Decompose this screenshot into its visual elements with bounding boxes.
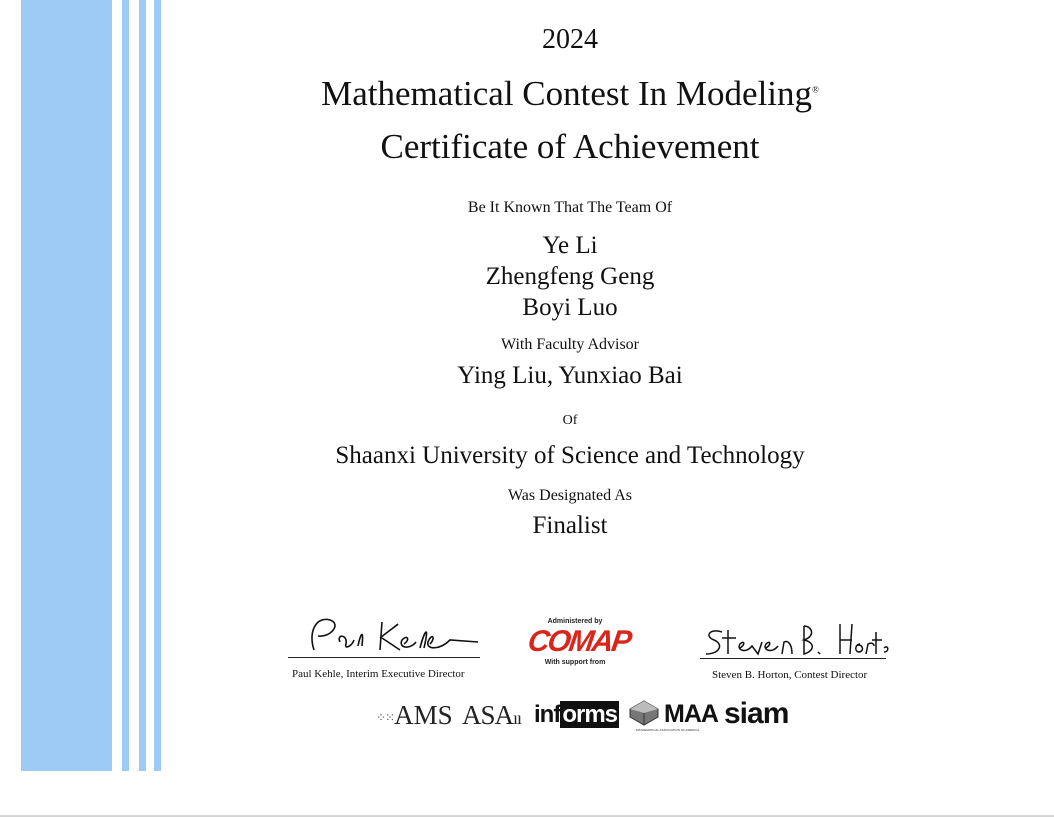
designation: Finalist — [532, 512, 608, 539]
registered-mark: ® — [812, 84, 819, 95]
team-member: Zhengfeng Geng — [485, 263, 655, 290]
contest-name — [60, 74, 1054, 114]
certificate-title: Certificate of Achievement — [380, 127, 760, 166]
contest-name-text: Mathematical Contest In Modeling — [321, 74, 813, 113]
steven-horton-signature — [700, 618, 890, 662]
team-intro: Be It Known That The Team Of — [467, 199, 673, 216]
maa-icon — [628, 700, 660, 726]
team-member: Ye Li — [542, 232, 598, 259]
asa-logo-text: ASA — [462, 700, 514, 730]
faculty-advisors: Ying Liu, Yunxiao Bai — [457, 362, 683, 389]
informs-prefix: inf — [534, 701, 561, 728]
maa-subtitle: MATHEMATICAL ASSOCIATION OF AMERICA — [636, 728, 700, 732]
of-label: Of — [562, 413, 578, 428]
informs-box: orms — [562, 701, 618, 728]
paul-kehle-signature — [300, 612, 480, 658]
team-member: Boyi Luo — [522, 294, 618, 321]
asa-mark-icon: ıı — [513, 708, 522, 728]
right-signature-line — [700, 658, 886, 659]
left-signature-line — [288, 657, 480, 658]
advisor-intro: With Faculty Advisor — [500, 336, 639, 353]
institution-name: Shaanxi University of Science and Technology — [335, 442, 805, 469]
certificate-year: 2024 — [542, 24, 598, 55]
comap-logo-block — [525, 618, 633, 690]
ams-dots-icon: ⁘⁙ — [376, 710, 395, 725]
siam-logo: siam — [724, 697, 789, 730]
ams-logo-text: AMS — [394, 700, 453, 730]
with-support-label: With support from — [544, 659, 606, 666]
informs-logo — [534, 701, 619, 729]
comap-logo: COMAP — [525, 625, 633, 658]
left-signature-caption: Paul Kehle, Interim Executive Director — [292, 668, 465, 680]
administered-by-label: Administered by — [547, 618, 603, 625]
designation-intro: Was Designated As — [507, 487, 633, 504]
ams-logo — [376, 700, 453, 731]
right-signature-caption: Steven B. Horton, Contest Director — [712, 669, 868, 681]
maa-logo: MAA — [664, 700, 718, 728]
asa-logo — [462, 700, 521, 731]
